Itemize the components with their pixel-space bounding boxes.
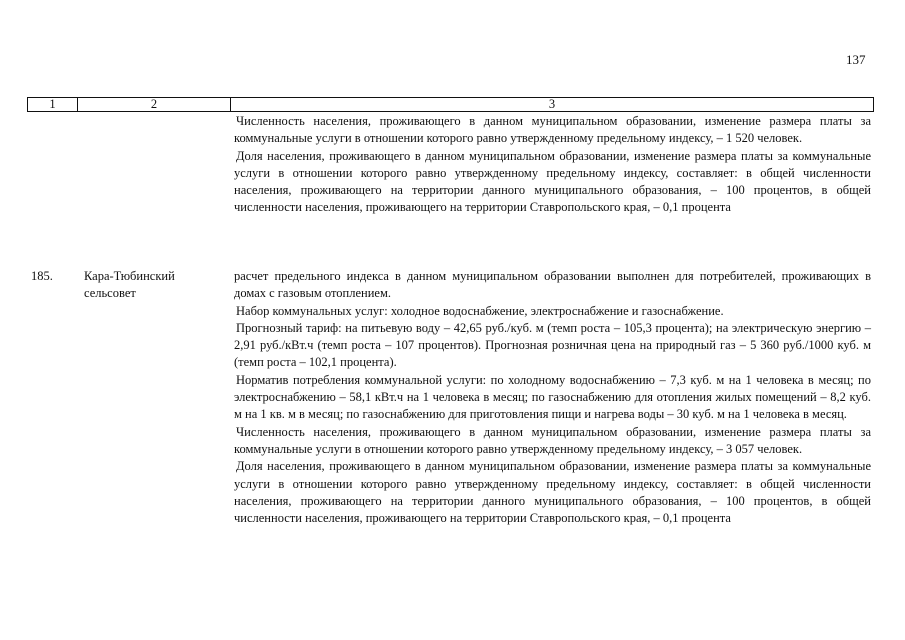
description-paragraph: Численность населения, проживающего в данном муниципальном образовании, изменение размера платы за коммунальные услуги в отношении которого равно утвержденному предельному индексу, – 3 057 человек.: [234, 424, 871, 456]
continuation-paragraph: Численность населения, проживающего в данном муниципальном образовании, изменение размера платы за коммунальные услуги в отношении которого равно утвержденному предельному индексу, – 1 520 человек.: [234, 114, 871, 146]
page-number: 137: [846, 52, 866, 67]
table-header-row: [27, 97, 874, 112]
continuation-block: [234, 113, 871, 217]
column-header-2: 2: [78, 98, 231, 111]
description-paragraph: Прогнозный тариф: на питьевую воду – 42,65 руб./куб. м (темп роста – 105,3 процента); на электрическую энергию – 2,91 руб./кВт.ч (темп роста – 107 процентов). Прогнозная розничная цена на природный газ – 5 360 руб./1000 куб. м (темп роста – 102,1 процента).: [234, 320, 871, 370]
row-number: 185.: [31, 269, 53, 283]
row-185-description: [234, 268, 871, 527]
column-header-3: 3: [548, 97, 556, 111]
continuation-paragraph: Доля населения, проживающего в данном муниципальном образовании, изменение размера платы за коммунальные услуги в отношении которого равно утвержденному предельному индексу, составляет: в общей численности населения, проживающего на территории данного муниципального образования, – 100 процентов, в общей численности населения, проживающего на территории Ставропольского края, – 0,1 процента: [234, 148, 871, 215]
description-paragraph: расчет предельного индекса в данном муниципальном образовании выполнен для потребителей, проживающих в домах с газовым отоплением.: [234, 269, 871, 301]
description-paragraph: Набор коммунальных услуг: холодное водоснабжение, электроснабжение и газоснабжение.: [236, 303, 724, 318]
column-header-1: 1: [28, 98, 78, 111]
municipality-name: Кара-Тюбинский сельсовет: [84, 269, 175, 300]
description-paragraph: Норматив потребления коммунальной услуги: по холодному водоснабжению – 7,3 куб. м на 1 человека в месяц; по электроснабжению – 58,1 кВт.ч на 1 человека в месяц; по газоснабжению для отопления жилых помещений – 8,2 куб. м на 1 кв. м в месяц; по газоснабжению для приготовления пищи и нагрева воды – 30 куб. м на 1 человека в месяц.: [234, 372, 871, 422]
description-paragraph: Доля населения, проживающего в данном муниципальном образовании, изменение размера платы за коммунальные услуги в отношении которого равно утвержденному предельному индексу, составляет: в общей численности населения, проживающего на территории данного муниципального образования, – 100 процентов, в общей численности населения, проживающего на территории Ставропольского края, – 0,1 процента: [234, 459, 871, 526]
